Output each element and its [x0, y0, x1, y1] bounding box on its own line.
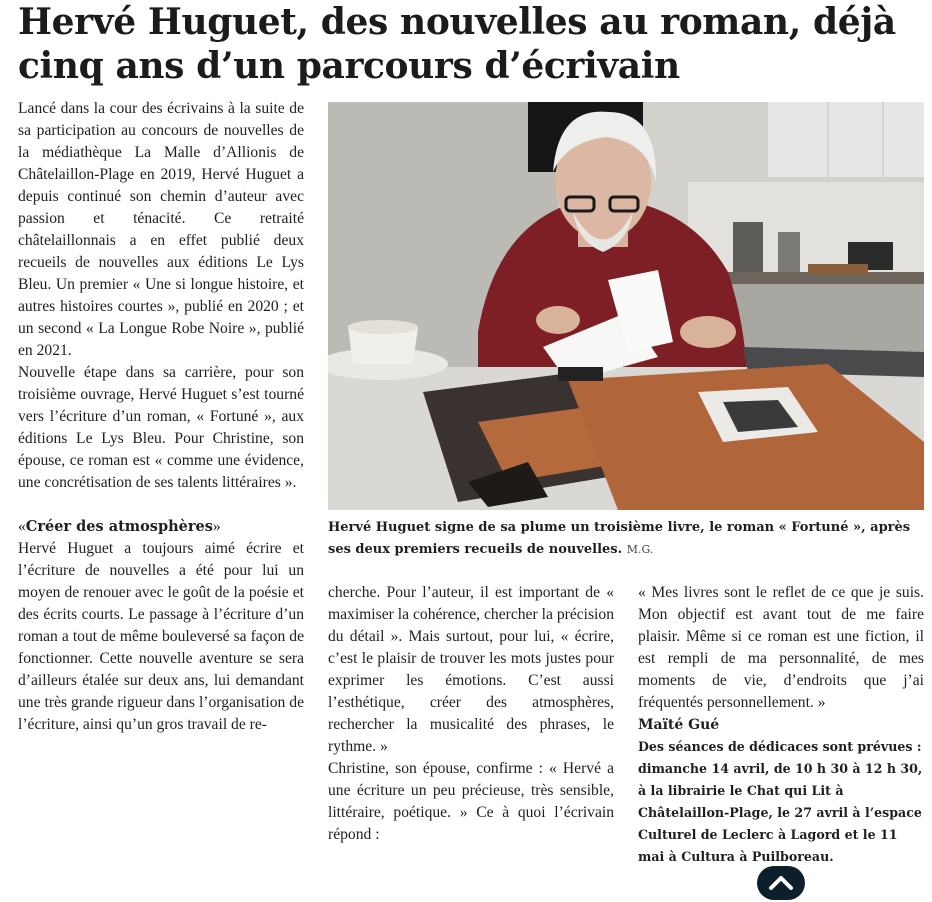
chevron-up-icon — [768, 875, 794, 891]
signing-sessions-info: Des séances de dédicaces sont prévues : dimanche 14 avril, de 10 h 30 à 12 h 30, à la librairie le Chat qui Lit à Châtelaillon-Plage, le 27 avril à l’espace Culturel de Leclerc à Lagord et le 11 mai à Cultura à Puilboreau. — [638, 739, 923, 864]
photo-illustration — [328, 102, 924, 510]
photo-caption — [328, 517, 924, 561]
paragraph: Lancé dans la cour des écrivains à la suite de sa participation au concours de nouvelles de la médiathèque La Malle d’Allionis de Châtelaillon-Plage en 2019, Hervé Huguet a depuis continué son chemin d’auteur avec passion et ténacité. Ce retraité châtelaillonnais a en effet publié deux recueils de nouvelles aux éditions Le Lys Bleu. Un premier « Une si longue histoire, et autres histoires courtes », publié en 2020 ; et un second « La Longue Robe Noire », publié en 2021. — [18, 100, 304, 359]
paragraph: cherche. Pour l’auteur, il est important de « maximiser la cohérence, chercher la précision du détail ». Mais surtout, pour lui, « écrire, c’est le plaisir de trouver les mots justes pour exprimer les émotions. C’est aussi l’esthétique, créer des atmosphères, rechercher la musicalité des phrases, le rythme. » — [328, 584, 614, 755]
paragraph: Hervé Huguet a toujours aimé écrire et l’écriture de nouvelles a été pour lui un moyen de renouer avec le goût de la poésie et des écrits courts. Le passage à l’écriture d’un roman a tout de même bouleversé sa façon de fonctionner. Cette nouvelle aventure se sera d’ailleurs étalée sur deux ans, lui demandant une très grande rigueur dans l’organisation de l’écriture, ainsi qu’un gros travail de re- — [18, 540, 304, 733]
article-title: Hervé Huguet, des nouvelles au roman, déjà cinq ans d’un parcours d’écrivain — [18, 1, 896, 87]
paragraph: Christine, son épouse, confirme : « Hervé a une écriture un peu précieuse, très sensible, littéraire, poétique. » Ce à quoi l’écrivain répond : — [328, 760, 614, 843]
caption-text: Hervé Huguet signe de sa plume un troisième livre, le roman « Fortuné », après ses deux premiers recueils de nouvelles. — [328, 520, 911, 557]
paragraph: Nouvelle étape dans sa carrière, pour son troisième ouvrage, Hervé Huguet s’est tourné vers l’écriture d’un roman, « Fortuné », aux éditions Le Lys Bleu. Pour Christine, son épouse, ce roman est « comme une évidence, une concrétisation de ses talents littéraires ». — [18, 364, 304, 491]
paragraph: « Mes livres sont le reflet de ce que je suis. Mon objectif est avant tout de me faire plaisir. Même si ce roman est une fiction, il est rempli de ma personnalité, de mes moments de vie, d’endroits que j’ai fréquentés personnellement. » — [638, 584, 924, 711]
article-column-2 — [328, 582, 614, 846]
article-column-1 — [18, 98, 304, 736]
scroll-to-top-button[interactable] — [757, 866, 805, 900]
section-subhead: «Créer des atmosphères» — [18, 518, 221, 535]
subhead-text: Créer des atmosphères — [25, 518, 213, 535]
article-photo — [328, 102, 924, 510]
article-column-3 — [638, 582, 924, 868]
author-signature: Maïté Gué — [638, 717, 720, 733]
photo-credit: M.G. — [626, 543, 654, 556]
